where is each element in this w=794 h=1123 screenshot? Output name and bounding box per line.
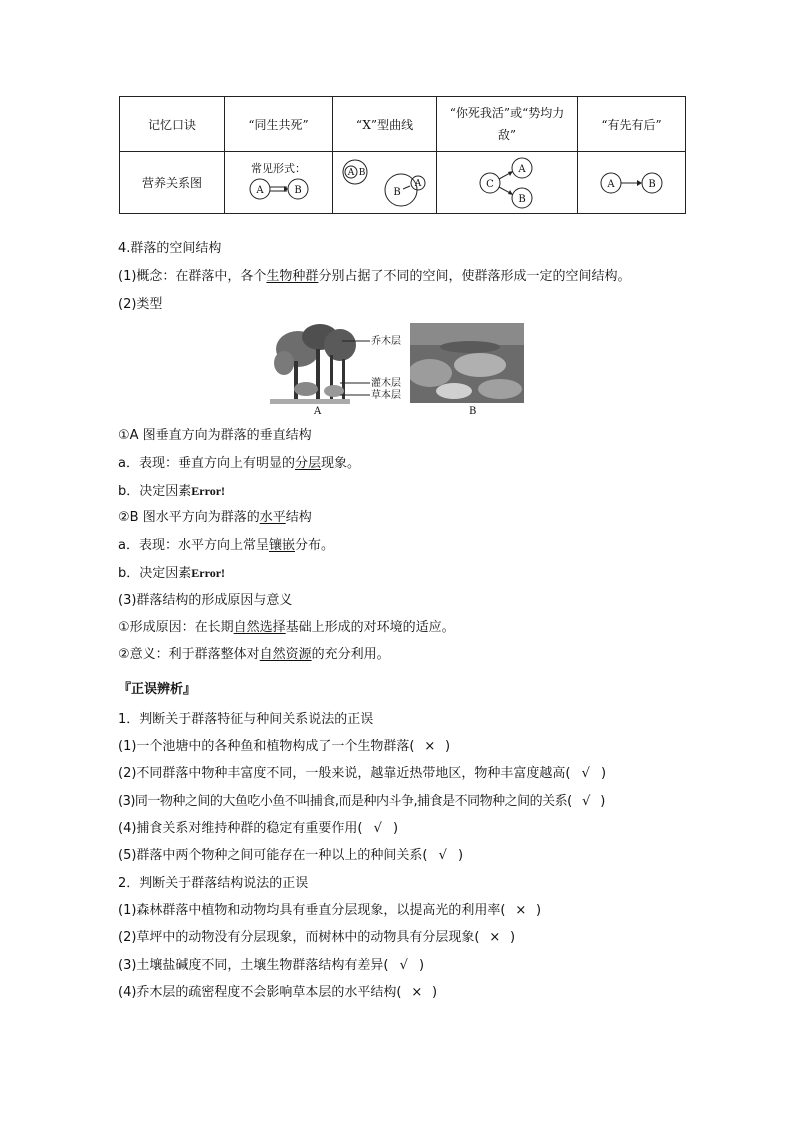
cross-mark: × bbox=[424, 739, 436, 754]
judge-item: (1)森林群落中植物和动物均具有垂直分层现象，以提高光的利用率( × ) bbox=[118, 903, 542, 918]
competition-diagram bbox=[437, 152, 578, 214]
judge-item: (3)同一物种之间的大鱼吃小鱼不叫捕食,而是种内斗争,捕食是不同物种之间的关系( √ ) bbox=[118, 794, 605, 809]
node-b: B bbox=[647, 178, 656, 190]
label-shrub-layer: 灌木层 bbox=[371, 378, 401, 389]
judge-group1-title: 1．判断关于群落特征与种间关系说法的正误 bbox=[118, 712, 374, 727]
cross-mark: × bbox=[411, 985, 423, 1000]
vertical-factor: b．决定因素Error! bbox=[118, 484, 226, 499]
mutualism-graph bbox=[249, 176, 309, 202]
mutualism-diagram bbox=[225, 152, 333, 214]
ground-photo bbox=[410, 323, 524, 415]
judge-item: (2)不同群落中物种丰富度不同，一般来说，越靠近热带地区，物种丰富度越高( √ ) bbox=[118, 766, 607, 781]
check-mark: √ bbox=[399, 958, 408, 973]
types-line: (2)类型 bbox=[118, 297, 163, 312]
node-b: B bbox=[293, 184, 302, 196]
competition-graph bbox=[472, 157, 542, 209]
judge-heading: 『正误辨析』 bbox=[118, 682, 197, 697]
label-herb-layer: 草本层 bbox=[371, 390, 401, 401]
table-header-competition: “你死我活”或“势均力敌” bbox=[437, 97, 578, 152]
check-mark: √ bbox=[581, 766, 590, 781]
sequence-graph bbox=[600, 170, 664, 196]
node-a: A bbox=[255, 184, 264, 196]
judge-item: (4)乔木层的疏密程度不会影响草本层的水平结构( × ) bbox=[118, 985, 438, 1000]
label-tree-layer: 乔木层 bbox=[371, 336, 401, 347]
cause-meaning: ②意义：利于群落整体对自然资源的充分利用。 bbox=[118, 647, 390, 662]
section-title: 4.群落的空间结构 bbox=[118, 241, 222, 256]
figure-label-b: B bbox=[469, 406, 477, 415]
vertical-title: ①A 图垂直方向为群落的垂直结构 bbox=[118, 428, 312, 443]
horizontal-factor: b．决定因素Error! bbox=[118, 566, 226, 581]
node-b: B bbox=[518, 193, 526, 205]
horizontal-title: ②B 图水平方向为群落的水平结构 bbox=[118, 510, 312, 525]
sequence-diagram bbox=[578, 152, 686, 214]
predation-diagram bbox=[333, 152, 437, 214]
mutualism-caption: 常见形式： bbox=[251, 161, 306, 175]
cause-reason: ①形成原因：在长期自然选择基础上形成的对环境的适应。 bbox=[118, 620, 455, 635]
check-mark: √ bbox=[582, 794, 590, 809]
forest-layer-figure bbox=[270, 323, 410, 415]
node-a: A bbox=[347, 167, 354, 178]
judge-group2-title: 2．判断关于群落结构说法的正误 bbox=[118, 876, 309, 891]
relationship-table bbox=[119, 96, 686, 214]
node-a: A bbox=[606, 178, 615, 190]
cross-mark: × bbox=[489, 930, 501, 945]
vertical-performance: a．表现：垂直方向上有明显的分层现象。 bbox=[118, 456, 360, 471]
cause-title: (3)群落结构的形成原因与意义 bbox=[118, 593, 293, 608]
judge-item: (5)群落中两个物种之间可能存在一种以上的种间关系( √ ) bbox=[118, 848, 464, 863]
judge-item: (4)捕食关系对维持种群的稳定有重要作用( √ ) bbox=[118, 821, 399, 836]
table-header-predation: “X”型曲线 bbox=[333, 97, 437, 152]
check-mark: √ bbox=[438, 848, 447, 863]
check-mark: √ bbox=[373, 821, 382, 836]
node-c: C bbox=[486, 178, 494, 190]
concept-line: (1)概念：在群落中，各个生物种群分别占据了不同的空间，使群落形成一定的空间结构。 bbox=[118, 269, 631, 284]
node-b: B bbox=[392, 186, 401, 198]
judge-item: (2)草坪中的动物没有分层现象，而树林中的动物具有分层现象( × ) bbox=[118, 930, 516, 945]
horizontal-performance: a．表现：水平方向上常呈镶嵌分布。 bbox=[118, 538, 334, 553]
cross-mark: × bbox=[515, 903, 527, 918]
table-header-mutualism: “同生共死” bbox=[225, 97, 333, 152]
judge-item: (1)一个池塘中的各种鱼和植物构成了一个生物群落( × ) bbox=[118, 739, 451, 754]
figure-label-a: A bbox=[314, 406, 322, 415]
node-a: A bbox=[414, 178, 421, 189]
table-header-mnemonic: 记忆口诀 bbox=[120, 97, 225, 152]
judge-item: (3)土壤盐碱度不同，土壤生物群落结构有差异( √ ) bbox=[118, 958, 425, 973]
predation-graph bbox=[339, 158, 431, 208]
table-header-sequence: “有先有后” bbox=[578, 97, 686, 152]
node-a: A bbox=[518, 163, 526, 175]
table-row-label: 营养关系图 bbox=[120, 152, 225, 214]
node-b: B bbox=[358, 167, 365, 178]
